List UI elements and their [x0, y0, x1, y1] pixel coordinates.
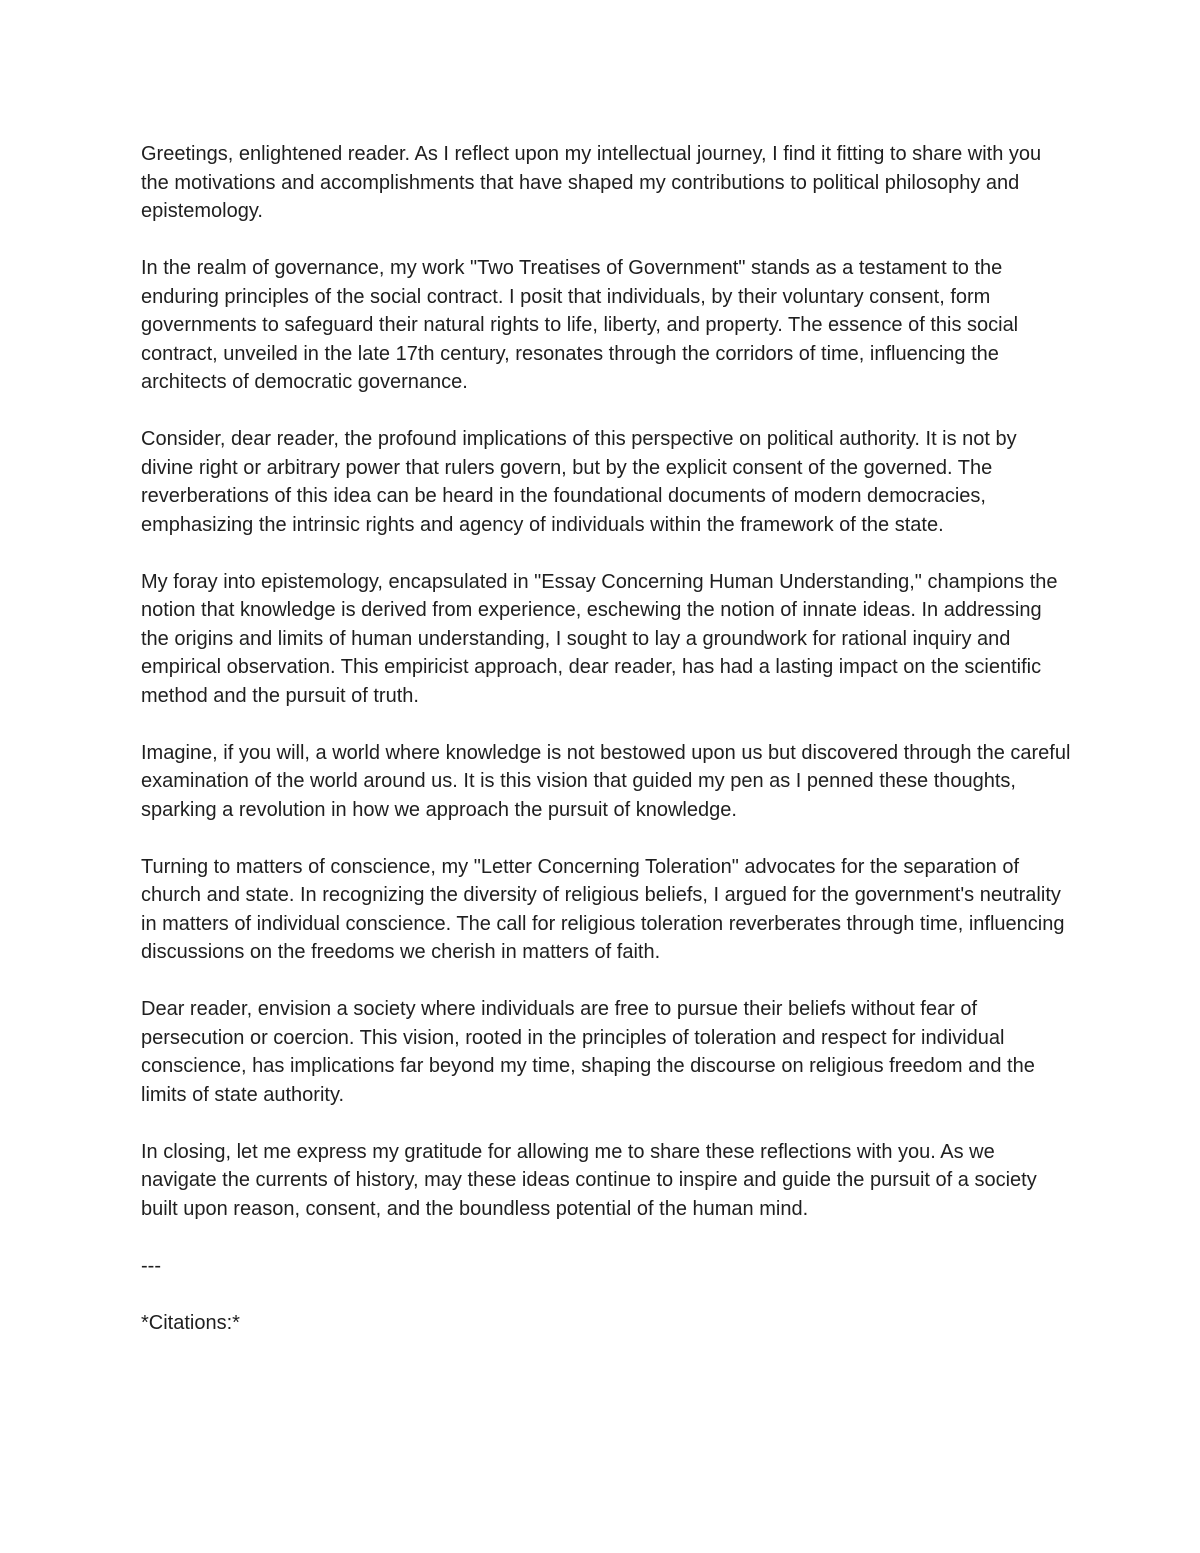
paragraph-governance: In the realm of governance, my work "Two Treatises of Government" stands as a testament to the enduring principles of the social contract. I posit that individuals, by their voluntary consent, form governments to safeguard their natural rights to life, liberty, and property. The essence of this social contract, unveiled in the late 17th century, resonates through the corridors of time, influencing the architects of democratic governance. [141, 257, 1019, 393]
paragraph-imagine: Imagine, if you will, a world where knowledge is not bestowed upon us but discovered through the careful examination of the world around us. It is this vision that guided my pen as I penned these thoughts, sparking a revolution in how we approach the pursuit of knowledge. [141, 741, 1071, 821]
paragraph-closing: In closing, let me express my gratitude for allowing me to share these reflections with you. As we navigate the currents of history, may these ideas continue to inspire and guide the pursuit of a society built upon reason, consent, and the boundless potential of the human mind. [141, 1140, 1037, 1220]
document-body [141, 140, 1071, 1366]
section-separator: --- [141, 1254, 161, 1277]
paragraph-envision: Dear reader, envision a society where individuals are free to pursue their beliefs without fear of persecution or coercion. This vision, rooted in the principles of toleration and respect for individual conscience, has implications far beyond my time, shaping the discourse on religious freedom and the limits of state authority. [141, 998, 1035, 1106]
citations-heading: *Citations:* [141, 1311, 240, 1334]
paragraph-political-authority: Consider, dear reader, the profound implications of this perspective on political authority. It is not by divine right or arbitrary power that rulers govern, but by the explicit consent of the governed. The reverberations of this idea can be heard in the foundational documents of modern democracies, emphasizing the intrinsic rights and agency of individuals within the framework of the state. [141, 428, 1017, 536]
paragraph-greeting: Greetings, enlightened reader. As I reflect upon my intellectual journey, I find it fitting to share with you the motivations and accomplishments that have shaped my contributions to political philosophy and epistemology. [141, 143, 1042, 222]
paragraph-epistemology: My foray into epistemology, encapsulated in "Essay Concerning Human Understanding," champions the notion that knowledge is derived from experience, eschewing the notion of innate ideas. In addressing the origins and limits of human understanding, I sought to lay a groundwork for rational inquiry and empirical observation. This empiricist approach, dear reader, has had a lasting impact on the scientific method and the pursuit of truth. [141, 570, 1058, 707]
paragraph-toleration: Turning to matters of conscience, my "Letter Concerning Toleration" advocates for the separation of church and state. In recognizing the diversity of religious beliefs, I argued for the government's neutrality in matters of individual conscience. The call for religious toleration reverberates through time, influencing discussions on the freedoms we cherish in matters of faith. [141, 855, 1065, 963]
